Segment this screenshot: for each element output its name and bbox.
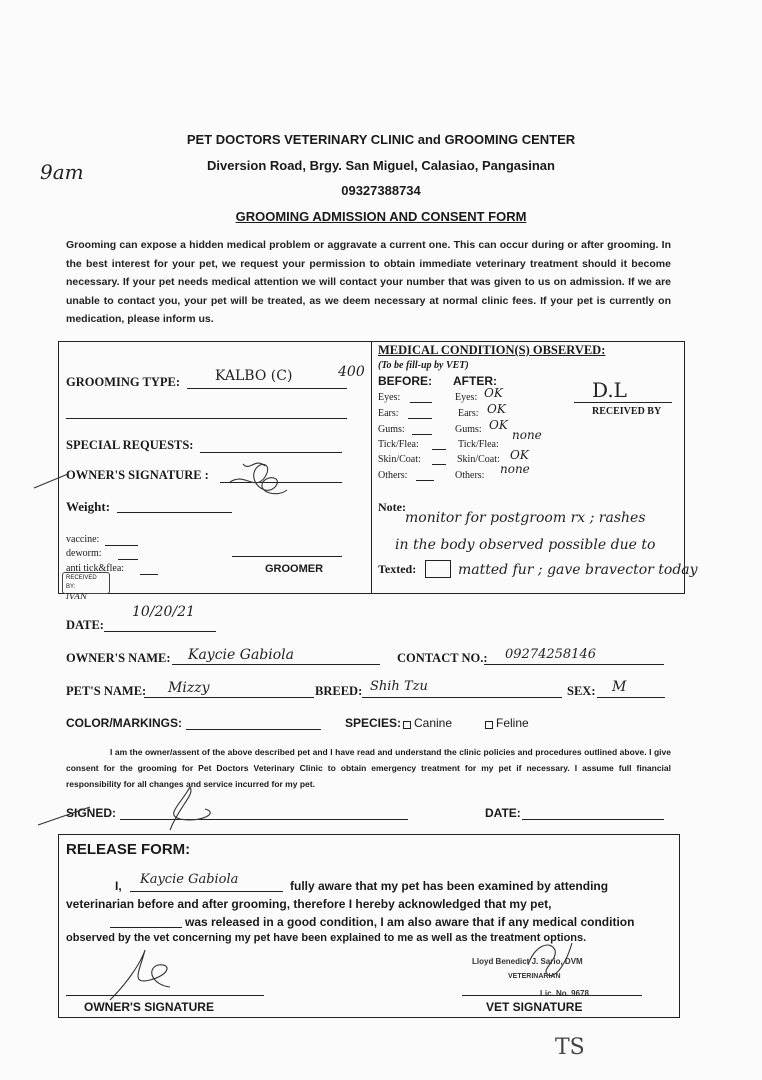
before-skin-line[interactable] (432, 464, 446, 465)
texted-checkbox[interactable] (425, 560, 451, 578)
before-label: BEFORE: (378, 374, 432, 388)
signed-signature-scribble (30, 785, 230, 835)
anti-tick-label: anti tick&flea: (66, 563, 125, 574)
texted-label: Texted: (378, 562, 417, 576)
vet-title-stamp: VETERINARIAN (508, 973, 561, 980)
clinic-phone: 09327388734 (341, 183, 421, 198)
grooming-price: 400 (338, 364, 365, 380)
owner-signature-caption: OWNER'S SIGNATURE (84, 1000, 214, 1014)
before-eyes-line[interactable] (410, 402, 432, 403)
weight-label: Weight: (66, 499, 111, 514)
consent-paragraph: I am the owner/assent of the above described pet and I have read and understand the clinic policies and procedures outlined above. I give consent for the grooming for Pet Doctors Veterinary Clinic to obtain emergency treatment for my pet if necessary. I assume full financial responsibility for all changes and service incurred for my pet. (66, 747, 671, 789)
margin-stroke (32, 468, 72, 498)
sex-line[interactable] (597, 697, 665, 698)
breed-value: Shih Tzu (370, 679, 428, 694)
contact-label: CONTACT NO.: (397, 651, 488, 665)
vet-signature-line[interactable] (462, 995, 642, 996)
after-gums-value[interactable]: OK (489, 418, 508, 432)
color-line[interactable] (186, 729, 321, 730)
grooming-type-line (187, 388, 347, 389)
after-others-value[interactable]: none (500, 462, 530, 476)
date-value: 10/20/21 (132, 604, 195, 620)
clinic-address: Diversion Road, Brgy. San Miguel, Calasiao, Pangasinan (207, 158, 555, 173)
canine-label: Canine (414, 716, 453, 730)
before-others-line[interactable] (416, 480, 434, 481)
vet-license-stamp: Lic. No. 9678 (540, 989, 589, 998)
vaccine-label: vaccine: (66, 534, 100, 545)
deworm-label: deworm: (66, 548, 102, 559)
grooming-type-label: GROOMING TYPE: (66, 375, 181, 389)
pet-name-line[interactable] (144, 697, 314, 698)
after-others: Others: (455, 470, 485, 481)
before-eyes: Eyes: (378, 392, 401, 403)
groomer-label: GROOMER (265, 563, 324, 575)
note-label: Note: (378, 500, 406, 514)
pet-name-value: Mizzy (168, 680, 210, 696)
release-line-2: veterinarian before and after grooming, therefore I hereby acknowledged that my pet, (66, 897, 552, 911)
signed-date-line[interactable] (522, 819, 664, 820)
date-label: DATE: (66, 618, 104, 632)
date-line[interactable] (104, 631, 216, 632)
stamp-label: RECEIVED BY: (66, 575, 97, 590)
owner-release-signature-scribble (100, 945, 190, 1005)
sex-value: M (612, 679, 627, 695)
feline-label: Feline (496, 716, 529, 730)
breed-line[interactable] (362, 697, 562, 698)
before-ears: Ears: (378, 408, 399, 419)
after-eyes: Eyes: (455, 392, 478, 403)
stamp-name: IVAN (66, 592, 88, 601)
contact-line[interactable] (484, 664, 664, 665)
before-tick: Tick/Flea: (378, 439, 419, 450)
deworm-line[interactable] (118, 559, 138, 560)
owner-signature-scribble (225, 452, 295, 502)
vaccine-line[interactable] (105, 545, 138, 546)
intro-paragraph: Grooming can expose a hidden medical problem or aggravate a current one. This can occur during or after grooming. In the best interest for your pet, we request your permission to obtain immediate veterinary treatment should it become necessary. If your pet needs medical attention we will contact your number that was given to us on admission. If we are unable to contact you, your pet will be treated, as we deem necessary at normal clinic fees. If your pet is currently on medication, please inform us. (66, 239, 671, 325)
after-skin-value[interactable]: OK (510, 448, 529, 462)
after-tick-value[interactable]: none (512, 428, 542, 442)
color-label: COLOR/MARKINGS: (66, 716, 182, 730)
note-line-1: monitor for postgroom rx ; rashes (405, 510, 646, 526)
release-name-value: Kaycie Gabiola (140, 872, 239, 887)
after-ears-value[interactable]: OK (487, 402, 506, 416)
special-requests-label: SPECIAL REQUESTS: (66, 438, 194, 452)
before-tick-line[interactable] (432, 449, 446, 450)
after-tick: Tick/Flea: (458, 439, 499, 450)
vet-signature-caption: VET SIGNATURE (486, 1000, 583, 1014)
before-gums-line[interactable] (412, 434, 432, 435)
received-by-line[interactable] (574, 402, 672, 403)
handwritten-time: 9am (40, 160, 84, 184)
before-ears-line[interactable] (408, 418, 432, 419)
medical-subtitle: (To be fill-up by VET) (378, 360, 469, 371)
received-by-stamp (62, 572, 110, 601)
signed-label: SIGNED: (66, 806, 117, 820)
contact-value: 09274258146 (505, 647, 596, 662)
grooming-type-value[interactable]: KALBO (C) (215, 368, 293, 384)
owner-name-line[interactable] (172, 664, 380, 665)
release-pet-line[interactable] (110, 927, 182, 928)
after-gums: Gums: (455, 424, 482, 435)
note-line-3: matted fur ; gave bravector today (458, 562, 698, 578)
release-line-4: observed by the vet concerning my pet have been explained to me as well as the treatment options. (66, 932, 587, 944)
groomer-line[interactable] (232, 556, 342, 557)
after-eyes-value[interactable]: OK (484, 386, 503, 400)
before-skin: Skin/Coat: (378, 454, 421, 465)
owner-release-signature-line[interactable] (66, 995, 264, 996)
vet-signature-scribble (520, 935, 580, 980)
owner-name-value: Kaycie Gabiola (188, 647, 294, 663)
feline-checkbox[interactable] (485, 721, 493, 729)
owner-signature-label: OWNER'S SIGNATURE : (66, 468, 209, 482)
release-line-1: fully aware that my pet has been examined by attending (290, 879, 609, 893)
received-by-value: D.L (592, 378, 627, 402)
note-line-2: in the body observed possible due to (395, 537, 656, 553)
release-title: RELEASE FORM: (66, 841, 191, 858)
release-i-label: I, (115, 879, 122, 893)
medical-title: MEDICAL CONDITION(S) OBSERVED: (378, 343, 606, 357)
owner-name-label: OWNER'S NAME: (66, 651, 171, 665)
box-divider (371, 341, 372, 594)
release-line-3: was released in a good condition, I am also aware that if any medical condition (185, 915, 635, 929)
before-gums: Gums: (378, 424, 405, 435)
signed-date-label: DATE: (485, 806, 521, 820)
breed-label: BREED: (315, 684, 363, 698)
received-by-label: RECEIVED BY (592, 406, 662, 417)
sex-label: SEX: (567, 684, 596, 698)
form-title: GROOMING ADMISSION AND CONSENT FORM (235, 209, 527, 224)
pet-name-label: PET'S NAME: (66, 684, 147, 698)
after-skin: Skin/Coat: (457, 454, 500, 465)
clinic-name: PET DOCTORS VETERINARY CLINIC and GROOMING CENTER (186, 132, 576, 147)
vet-name-stamp: Lloyd Benedict J. Sario, DVM (472, 957, 583, 966)
grooming-extra-line (66, 418, 347, 419)
weight-line[interactable] (117, 512, 232, 513)
footer-initials: TS (555, 1035, 585, 1060)
after-label: AFTER: (453, 374, 497, 388)
anti-tick-line[interactable] (140, 574, 158, 575)
canine-checkbox[interactable] (403, 721, 411, 729)
after-ears: Ears: (458, 408, 479, 419)
release-name-line[interactable] (130, 891, 283, 892)
before-others: Others: (378, 470, 408, 481)
species-label: SPECIES: (345, 716, 402, 730)
